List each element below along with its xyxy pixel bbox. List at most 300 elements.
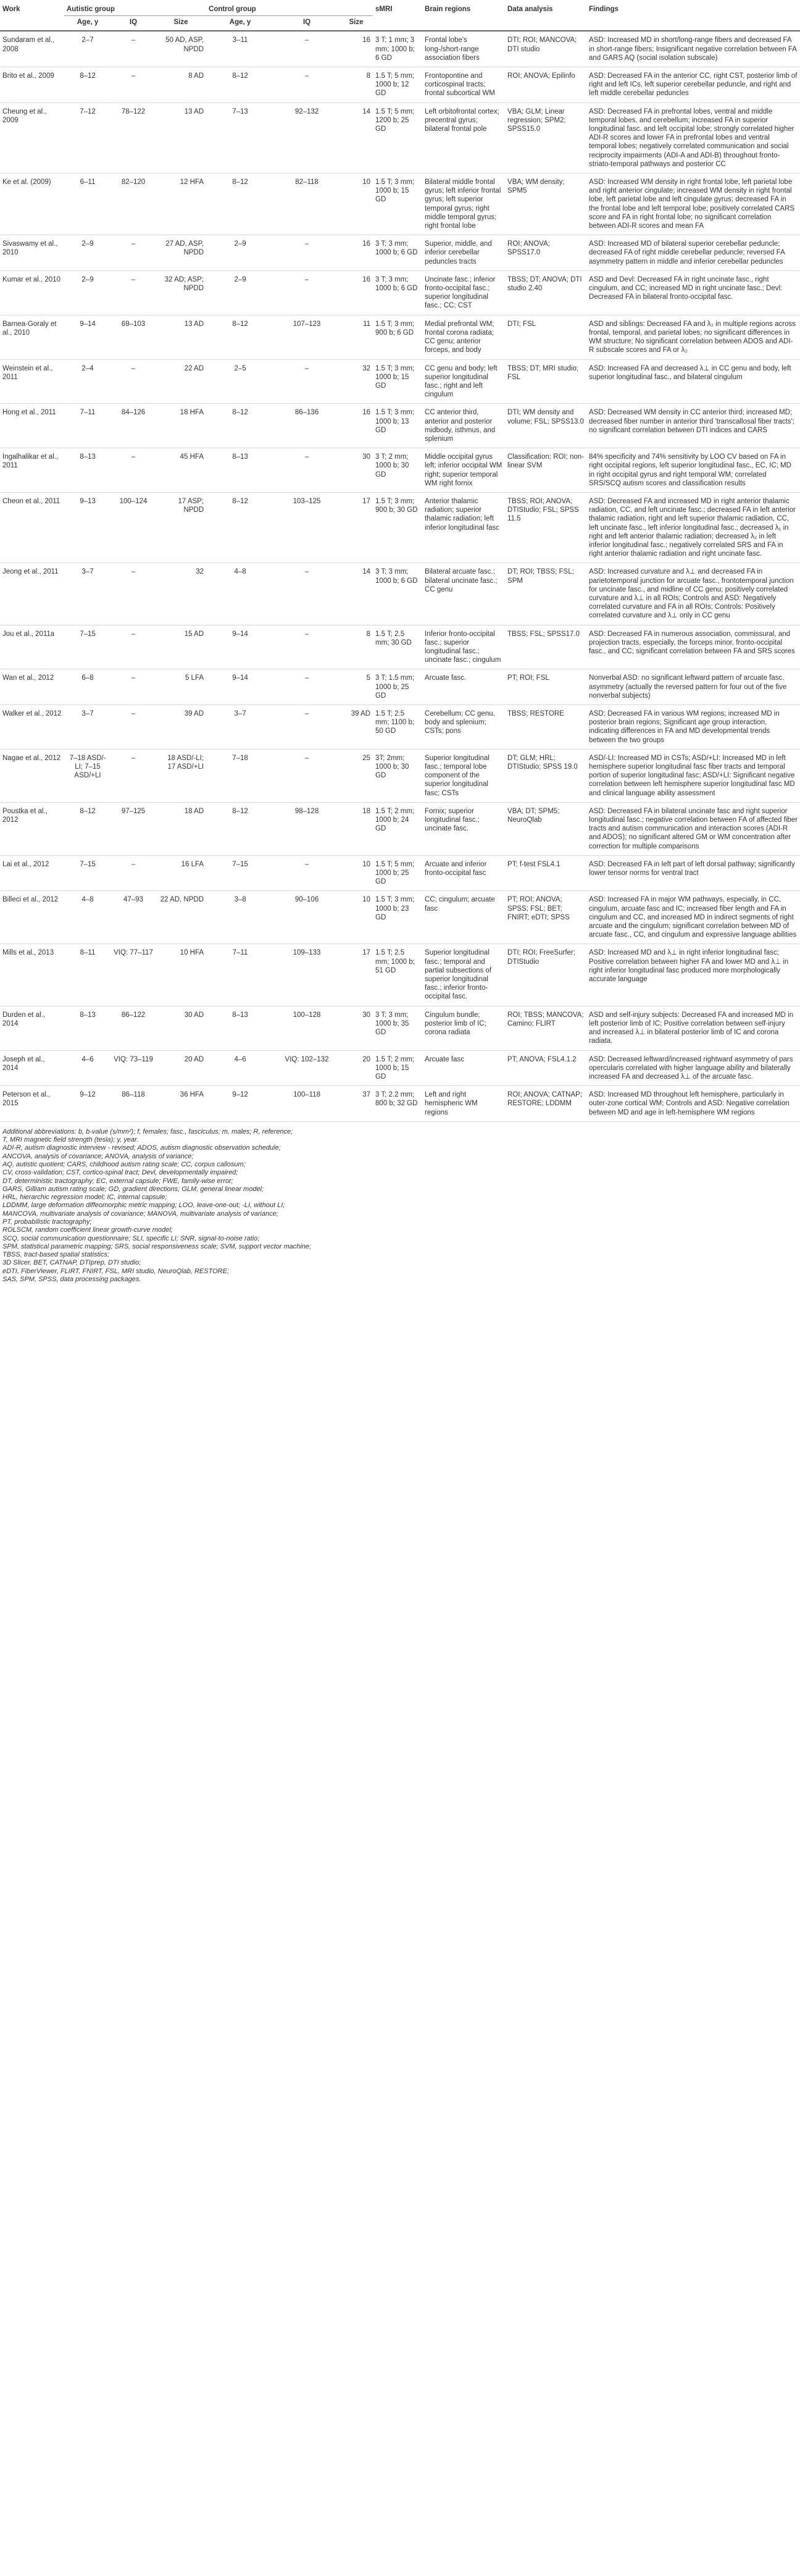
footnote-line: ROLSCM, random coefficient linear growth-curve model; <box>2 1226 173 1234</box>
cell-autistic-size: 32 AD; ASP; NPDD <box>164 275 204 293</box>
cell-control-iq: – <box>304 860 309 868</box>
cell-smri: 3 T; 1 mm; 3 mm; 1000 b; 6 GD <box>375 36 415 62</box>
cell-smri: 1.5 T; 2 mm; 1000 b; 24 GD <box>375 807 415 833</box>
cell-control-iq: VIQ: 102–132 <box>285 1055 329 1063</box>
header-work: Work <box>2 6 20 13</box>
cell-control-iq: 109–133 <box>293 949 321 957</box>
cell-smri: 1.5 T; 2.5 mm; 30 GD <box>375 630 412 646</box>
table-row <box>0 855 800 891</box>
cell-autistic-iq: – <box>131 754 136 762</box>
cell-brain-regions: Cerebellum; CC genu, body and splenium; CSTs; pons <box>425 710 495 735</box>
cell-autistic-iq: 78–122 <box>121 107 146 115</box>
cell-autistic-age: 9–14 <box>80 320 96 328</box>
cell-autistic-iq: – <box>131 674 136 682</box>
cell-control-age: 4–8 <box>234 568 246 576</box>
cell-autistic-size: 22 AD <box>184 364 204 372</box>
cell-control-size: 10 <box>362 860 371 868</box>
cell-control-age: 4–6 <box>234 1055 246 1063</box>
cell-data-analysis: DTI; FSL <box>507 320 536 328</box>
cell-findings: ASD: Decreased WM density in CC anterior third; increased MD; decreased fiber number in anterior third 'transcallosal fiber tracts'; no significant correlation between DTI indices and CARS <box>589 409 794 434</box>
footnote-line: AQ, autistic quotient; CARS, childhood autism rating scale; CC, corpus callosum; <box>2 1160 246 1168</box>
cell-control-age: 9–12 <box>232 1091 248 1099</box>
cell-findings: ASD: Increased MD of bilateral superior cerebellar peduncle; decreased FA of right middle cerebellar peduncle; reversed FA asymmetry pattern in middle and inferior cerebellar peduncles <box>589 240 785 266</box>
cell-brain-regions: Bilateral middle frontal gyrus; left inferior frontal gyrus; left superior temporal gyrus; right middle temporal gyrus; right frontal lobe <box>425 178 501 230</box>
cell-control-age: 8–12 <box>232 497 248 505</box>
cell-findings: ASD: Increased MD throughout left hemisphere, particularly in outer-zone cortical WM; Controls and ASD: Negative correlation between MD and age in left-hemisphere WM regions <box>589 1091 790 1116</box>
cell-autistic-size: 16 LFA <box>181 860 204 868</box>
cell-autistic-age: 7–18 ASD/-LI; 7–15 ASD/+LI <box>69 754 106 780</box>
footnote-line: ADI-R, autism diagnostic interview - revised; ADOS, autism diagnostic observation schedule; <box>2 1144 281 1152</box>
cell-work: Mills et al., 2013 <box>2 949 54 957</box>
cell-autistic-size: 5 LFA <box>185 674 204 682</box>
cell-autistic-age: 2–4 <box>81 364 94 372</box>
cell-data-analysis: DTI; ROI; MANCOVA; DTI studio <box>507 36 577 53</box>
cell-autistic-iq: – <box>131 453 136 461</box>
cell-autistic-age: 8–13 <box>80 453 96 461</box>
cell-work: Kumar et al., 2010 <box>2 275 60 283</box>
cell-smri: 3 T; 3 mm; 1000 b; 6 GD <box>375 240 418 257</box>
cell-control-iq: – <box>304 568 309 576</box>
cell-autistic-age: 2–7 <box>81 36 94 44</box>
cell-autistic-iq: – <box>131 860 136 868</box>
cell-control-size: 16 <box>362 275 371 283</box>
footnote-line: ANCOVA, analysis of covariance; ANOVA, analysis of variance; <box>2 1152 194 1160</box>
cell-control-iq: – <box>304 453 309 461</box>
footnote-line: TBSS, tract-based spatial statistics; <box>2 1251 110 1259</box>
cell-brain-regions: Superior, middle, and inferior cerebellar peduncles tracts <box>425 240 492 266</box>
table-row <box>0 174 800 235</box>
cell-autistic-age: 2–9 <box>81 275 94 283</box>
cell-findings: Nonverbal ASD: no significant leftward pattern of arcuate fasc. asymmetry (actually the reversed pattern for four out of the five nonverbal subjects) <box>589 674 787 700</box>
cell-work: Ingalhalikar et al., 2011 <box>2 453 59 470</box>
cell-control-size: 20 <box>362 1055 371 1063</box>
cell-work: Cheon et al., 2011 <box>2 497 60 505</box>
cell-control-iq: – <box>304 710 309 717</box>
cell-brain-regions: CC anterior third, anterior and posterior midbody, isthmus, and splenium <box>425 409 496 443</box>
cell-control-iq: 82–118 <box>295 178 319 186</box>
cell-data-analysis: DT; ROI; TBSS; FSL; SPM <box>507 568 574 585</box>
table-row <box>0 563 800 625</box>
cell-findings: ASD and siblings: Decreased FA and λ₂ in multiple regions across frontal, temporal, and parietal lobes; no significant differences in WM structure; No significant correlation between ADOS and ADI-R subscale scores and FA or λ₂ <box>589 320 796 354</box>
cell-autistic-age: 7–15 <box>80 630 96 638</box>
cell-control-size: 17 <box>362 497 371 505</box>
table-row <box>0 270 800 315</box>
cell-control-size: 25 <box>362 754 371 762</box>
cell-brain-regions: Cingulum bundle; posterior limb of IC; corona radiata <box>425 1011 486 1037</box>
cell-findings: ASD: Increased MD and λ⊥ in right inferior longitudinal fasc; Positive correlation between higher FA and lower MD and λ⊥ in right inferior longitudinal fasc produced more morphologically accurate language <box>589 949 789 984</box>
cell-autistic-size: 18 AD <box>184 807 204 815</box>
table-row <box>0 235 800 271</box>
cell-brain-regions: Middle occipital gyrus left; inferior occipital WM right; superior temporal WM right fornix <box>425 453 502 487</box>
cell-autistic-size: 22 AD, NPDD <box>160 896 204 904</box>
cell-smri: 3 T; 3 mm; 1000 b; 6 GD <box>375 568 418 585</box>
cell-brain-regions: Arcuate and inferior fronto-occipital fasc <box>425 860 487 877</box>
cell-autistic-size: 18 ASD/-LI; 17 ASD/+LI <box>167 754 204 771</box>
cell-brain-regions: Superior longitudinal fasc.; temporal and partial subsections of superior longitudinal fasc.; inferior fronto-occipital fasc. <box>425 949 492 1001</box>
cell-control-size: 10 <box>362 896 371 904</box>
footnote-line: DT, deterministic tractography; EC, external capsule; FWE, family-wise error; <box>2 1177 233 1185</box>
cell-work: Peterson et al., 2015 <box>2 1091 51 1108</box>
header-brain-regions: Brain regions <box>425 6 471 13</box>
header-iq: IQ <box>111 16 156 31</box>
cell-work: Weinstein et al., 2011 <box>2 364 53 381</box>
cell-autistic-iq: VIQ: 73–119 <box>114 1055 153 1063</box>
footnote-line: CV, cross-validation; CST, cortico-spinal tract; Devl, developmentally impaired; <box>2 1169 238 1177</box>
cell-control-size: 30 <box>362 453 371 461</box>
cell-autistic-iq: 47–93 <box>123 896 143 904</box>
cell-autistic-age: 6–11 <box>80 178 96 186</box>
cell-control-iq: 92–132 <box>294 107 319 115</box>
cell-smri: 1.5 T; 2.5 mm; 1100 b; 50 GD <box>375 710 415 735</box>
header-autistic-group: Autistic group <box>64 0 206 16</box>
cell-findings: ASD and Devl: Decreased FA in right uncinate fasc., right cingulum, and CC; increased MD in right uncinate fasc.; Devl: Decreased FA in bilateral fronto-occipital fasc. <box>589 275 783 301</box>
cell-brain-regions: Inferior fronto-occipital fasc.; superior longitudinal fasc.; uncinate fasc.; cingulum <box>425 630 501 664</box>
header-iq-control: IQ <box>274 16 340 31</box>
table-sheet <box>0 0 800 1284</box>
table-row <box>0 944 800 1006</box>
footnote-line: PT, probabilistic tractography; <box>2 1218 92 1226</box>
cell-autistic-iq: – <box>131 275 136 283</box>
cell-autistic-size: 27 AD, ASP, NPDD <box>165 240 204 257</box>
cell-findings: ASD: Decreased FA in the anterior CC, right CST, posterior limb of right and left ICs, left superior cerebellar peduncle, and right and left middle cerebellar peduncles <box>589 72 798 98</box>
header-row-groups <box>0 0 800 16</box>
header-size-control: Size <box>340 16 373 31</box>
cell-autistic-age: 7–15 <box>80 860 96 868</box>
cell-smri: 3 T; 2.2 mm; 800 b; 32 GD <box>375 1091 418 1108</box>
cell-brain-regions: Arcuate fasc. <box>425 674 467 682</box>
cell-autistic-age: 8–12 <box>80 72 96 80</box>
header-row-columns <box>0 16 800 31</box>
cell-brain-regions: Medial prefrontal WM; frontal corona radiata; CC genu; anterior forceps, and body <box>425 320 494 354</box>
header-findings: Findings <box>589 6 619 13</box>
cell-work: Nagae et al., 2012 <box>2 754 60 762</box>
cell-autistic-size: 45 HFA <box>180 453 204 461</box>
cell-work: Sundaram et al., 2008 <box>2 36 55 53</box>
cell-work: Joseph et al., 2014 <box>2 1055 45 1072</box>
cell-control-age: 3–7 <box>234 710 246 717</box>
cell-work: Billeci et al., 2012 <box>2 896 59 904</box>
header-smri: sMRI <box>375 6 393 13</box>
cell-autistic-iq: 100–124 <box>119 497 148 505</box>
cell-work: Wan et al., 2012 <box>2 674 54 682</box>
table-row <box>0 625 800 669</box>
cell-control-age: 8–12 <box>232 178 248 186</box>
cell-data-analysis: ROI; ANOVA; SPSS17.0 <box>507 240 550 257</box>
cell-control-age: 8–12 <box>232 72 248 80</box>
table-row <box>0 802 800 855</box>
cell-autistic-iq: – <box>131 72 136 80</box>
cell-findings: ASD: Decreased FA in various WM regions; increased MD in posterior brain regions; Significant age group interaction, indicating differences in FA and MD developmental trends between the two groups <box>589 710 780 744</box>
cell-smri: 1.5 T; 3 mm; 1000 b; 13 GD <box>375 409 415 434</box>
cell-data-analysis: VBA; WM density; SPM5 <box>507 178 565 195</box>
cell-control-iq: 103–125 <box>293 497 321 505</box>
table-row <box>0 705 800 750</box>
table-footnotes <box>0 1122 449 1284</box>
studies-table <box>0 0 800 1122</box>
cell-control-size: 37 <box>362 1091 371 1099</box>
cell-brain-regions: Left orbitofrontal cortex; precentral gyrus; bilateral frontal pole <box>425 107 499 133</box>
cell-autistic-iq: – <box>131 36 136 44</box>
cell-brain-regions: Anterior thalamic radiation; superior thalamic radiation; left inferior longitudinal fasc <box>425 497 499 532</box>
cell-data-analysis: VBA; GLM; Linear regression; SPM2; SPSS15.0 <box>507 107 566 133</box>
cell-smri: 1.5 T; 3 mm; 900 b; 30 GD <box>375 497 418 514</box>
cell-data-analysis: VBA; DT; SPM5; NeuroQlab <box>507 807 560 824</box>
cell-findings: ASD: Increased FA and decreased λ⊥ in CC genu and body, left superior longitudinal fasc., and bilateral cingulum <box>589 364 791 381</box>
header-age: Age, y <box>64 16 111 31</box>
footnote-line: LDDMM, large deformation diffeomorphic metric mapping; LOO, leave-one-out; -LI, without LI; <box>2 1202 285 1210</box>
table-row <box>0 492 800 562</box>
cell-work: Durden et al., 2014 <box>2 1011 46 1027</box>
cell-brain-regions: Uncinate fasc.; inferior fronto-occipital fasc.; superior longitudinal fasc.; CC; CST <box>425 275 496 310</box>
cell-autistic-iq: 84–126 <box>121 409 146 417</box>
cell-control-size: 16 <box>362 36 371 44</box>
cell-autistic-size: 32 <box>196 568 204 576</box>
cell-autistic-size: 13 AD <box>184 107 204 115</box>
cell-autistic-age: 7–11 <box>80 409 96 417</box>
cell-work: Cheung et al., 2009 <box>2 107 47 124</box>
cell-autistic-size: 13 AD <box>184 320 204 328</box>
cell-autistic-iq: 69–103 <box>121 320 146 328</box>
cell-data-analysis: DTI; WM density and volume; FSL; SPSS13.0 <box>507 409 585 425</box>
cell-autistic-size: 17 ASP; NPDD <box>178 497 204 514</box>
cell-control-iq: – <box>304 364 309 372</box>
cell-autistic-age: 4–6 <box>81 1055 94 1063</box>
cell-smri: 3 T; 2 mm; 1000 b; 30 GD <box>375 453 409 479</box>
cell-smri: 3 T; 1.5 mm; 1000 b; 25 GD <box>375 674 415 700</box>
cell-findings: ASD: Decreased FA in left part of left dorsal pathway; significantly lower tensor norms for ventral tract <box>589 860 795 877</box>
cell-autistic-age: 8–13 <box>80 1011 96 1019</box>
cell-brain-regions: Left and right hemispheric WM regions <box>425 1091 478 1116</box>
cell-findings: ASD: Increased curvature and λ⊥ and decreased FA in parietotemporal junction for arcuate fasc., frontotemporal junction for uncinate fasc., and midline of CC genu; positively correlated curvature and λ⊥ in all ROIs; Controls and ASD: Negatively correlated curvature and FA in all ROIs; Controls: Positively correlated curvature and λ⊥ only in CC genu <box>589 568 794 620</box>
footnote-line: T, MRI magnetic field strength (tesla); y, year. <box>2 1136 139 1144</box>
cell-brain-regions: CC; cingulum; arcuate fasc <box>425 896 495 913</box>
cell-control-iq: 100–118 <box>293 1091 320 1099</box>
cell-findings: ASD/-LI: Increased MD in CSTs; ASD/+LI: Increased MD in left hemisphere superior longitudinal fasc fiber tracts and temporal portion of superior longitudinal fasc; ASD/+LI: Significant negative correlation between left hemisphere superior longitudinal fasc MD and clinical language ability assessment <box>589 754 795 797</box>
table-row <box>0 1050 800 1086</box>
cell-smri: 3 T; 3 mm; 1000 b; 35 GD <box>375 1011 409 1037</box>
cell-control-age: 3–11 <box>232 36 248 44</box>
cell-data-analysis: ROI; ANOVA; CATNAP; RESTORE; LDDMM <box>507 1091 583 1108</box>
cell-data-analysis: TBSS; FSL; SPSS17.0 <box>507 630 580 638</box>
cell-control-age: 7–13 <box>232 107 248 115</box>
cell-control-size: 39 AD <box>351 710 371 717</box>
cell-control-age: 8–13 <box>232 1011 248 1019</box>
cell-data-analysis: ROI; TBSS; MANCOVA; Camino; FLIRT <box>507 1011 584 1027</box>
cell-work: Lai et al., 2012 <box>2 860 49 868</box>
cell-control-size: 14 <box>362 568 371 576</box>
cell-control-size: 30 <box>362 1011 371 1019</box>
table-row <box>0 31 800 67</box>
footnote-line: HRL, hierarchic regression model; IC, internal capsule; <box>2 1194 167 1202</box>
cell-brain-regions: Fornix; superior longitudinal fasc.; uncinate fasc. <box>425 807 480 833</box>
cell-smri: 3T; 2mm; 1000 b; 30 GD <box>375 754 409 780</box>
cell-smri: 1.5 T; 3 mm; 1000 b; 23 GD <box>375 896 415 921</box>
cell-data-analysis: PT; ANOVA; FSL4.1.2 <box>507 1055 577 1063</box>
cell-control-size: 16 <box>362 240 371 248</box>
cell-autistic-age: 8–11 <box>80 949 96 957</box>
cell-data-analysis: TBSS; ROI; ANOVA; DTIStudio; FSL; SPSS 11.5 <box>507 497 579 523</box>
cell-control-iq: – <box>304 72 309 80</box>
cell-control-iq: 100–128 <box>293 1011 321 1019</box>
cell-brain-regions: Frontal lobe's long-/short-range association fibers <box>425 36 480 62</box>
cell-findings: 84% specificity and 74% sensitivity by LOO CV based on FA in right occipital regions, left superior longitudinal fasc., EC, IC; MD in right occipital gyrus and right temporal WM; correlated SRS/SCQ autism scores and classification results <box>589 453 791 487</box>
cell-data-analysis: Classification; ROI; non-linear SVM <box>507 453 585 470</box>
cell-findings: ASD: Increased FA in major WM pathways, especially, in CC, cingulum, arcuate fasc and IC; increased fiber length and FA in cingulum and CC, and increased MD in indirect segments of right arcuate and the cingulum; significant correlation between MD of arcuate fasc., CC, and cingulum and expressive language abilities <box>589 896 797 939</box>
cell-work: Brito et al., 2009 <box>2 72 54 80</box>
cell-control-age: 7–11 <box>232 949 248 957</box>
table-row <box>0 669 800 705</box>
cell-autistic-iq: – <box>131 364 136 372</box>
table-row <box>0 404 800 448</box>
header-control-group: Control group <box>206 0 373 16</box>
cell-brain-regions: Arcuate fasc <box>425 1055 464 1063</box>
cell-control-iq: – <box>304 754 309 762</box>
cell-autistic-age: 2–9 <box>81 240 94 248</box>
cell-findings: ASD: Decreased FA in prefrontal lobes, ventral and middle temporal lobes, and cerebellum; increased FA in superior longitudinal fasc. and left occipital lobe; strongly correlated higher ADI-R scores and lower FA in prefrontal lobes and ventral temporal lobes; negatively correlated communication and social reciprocity impairments (ADI-A and ADI-B) throughout fronto-striato-temporal pathways and posterior CC <box>589 107 794 168</box>
cell-control-iq: 90–106 <box>294 896 319 904</box>
cell-autistic-age: 3–7 <box>81 710 94 717</box>
cell-work: Barnea-Goraly et al., 2010 <box>2 320 57 337</box>
cell-smri: 1.5 T; 3 mm; 1000 b; 15 GD <box>375 364 415 390</box>
cell-autistic-size: 39 AD <box>184 710 204 717</box>
table-row <box>0 448 800 493</box>
cell-autistic-iq: – <box>131 568 136 576</box>
cell-control-iq: – <box>304 36 309 44</box>
cell-findings: ASD and self-injury subjects: Decreased FA and increased MD in left posterior limb of IC; Positive correlation between self-injury and increased λ⊥ in bilateral posterior limb of IC and corona radiata. <box>589 1011 794 1045</box>
cell-control-size: 10 <box>362 178 371 186</box>
cell-smri: 1.5 T; 5 mm; 1200 b; 25 GD <box>375 107 415 133</box>
cell-autistic-iq: 82–120 <box>121 178 146 186</box>
cell-control-size: 11 <box>363 320 371 328</box>
cell-control-iq: – <box>304 630 309 638</box>
cell-control-iq: – <box>304 240 309 248</box>
footnote-line: MANCOVA, multivariate analysis of covariance; MANOVA, multivariate analysis of variance; <box>2 1210 278 1218</box>
cell-control-age: 2–9 <box>234 240 246 248</box>
cell-work: Walker et al., 2012 <box>2 710 62 717</box>
cell-autistic-size: 15 AD <box>184 630 204 638</box>
cell-findings: ASD: Decreased FA and increased MD in right anterior thalamic radiation, CC, and left uncinate fasc.; decreased FA in left anterior thalamic radiation, right and left superior thalamic radiation, CC, left uncinate fasc., left inferior longitudinal fasc.; decreased λ₁ in right and left anterior thalamic radiation; decreased λ₂ in left inferior longitudinal fasc.; negatively correlated SRS and FA in right anterior thalamic radiation and right uncinate fasc. <box>589 497 796 558</box>
table-row <box>0 359 800 404</box>
cell-autistic-iq: – <box>131 630 136 638</box>
cell-control-size: 8 <box>366 72 371 80</box>
cell-autistic-iq: VIQ: 77–117 <box>114 949 153 957</box>
footnote-line: eDTI, FiberViewer, FLIRT, FNIRT, FSL, MRI studio, NeuroQlab, RESTORE; <box>2 1267 229 1275</box>
cell-control-size: 14 <box>362 107 371 115</box>
cell-control-size: 16 <box>362 409 371 417</box>
cell-control-age: 8–13 <box>232 453 248 461</box>
cell-work: Jeong et al., 2011 <box>2 568 59 576</box>
footnote-line: GARS, Gilliam autism rating scale; GD, gradient directions; GLM, general linear model; <box>2 1185 264 1193</box>
table-row <box>0 102 800 173</box>
cell-autistic-age: 6–8 <box>81 674 94 682</box>
table-row <box>0 1006 800 1050</box>
cell-data-analysis: DT; GLM; HRL; DTIStudio; SPSS 19.0 <box>507 754 578 771</box>
cell-work: Poustka et al., 2012 <box>2 807 48 824</box>
cell-autistic-size: 36 HFA <box>180 1091 204 1099</box>
cell-control-iq: 107–123 <box>293 320 321 328</box>
cell-autistic-size: 8 AD <box>188 72 204 80</box>
cell-autistic-iq: 97–125 <box>121 807 146 815</box>
cell-control-size: 8 <box>366 630 371 638</box>
cell-smri: 1.5 T; 3 mm; 900 b; 6 GD <box>375 320 415 337</box>
cell-control-size: 32 <box>362 364 371 372</box>
cell-control-age: 8–12 <box>232 320 248 328</box>
cell-data-analysis: ROI; ANOVA; Epilinfo <box>507 72 575 80</box>
footnote-line: SCQ, social communication questionnaire; SLI, specific LI; SNR, signal-to-noise ratio; <box>2 1234 260 1242</box>
cell-work: Hong et al., 2011 <box>2 409 56 417</box>
cell-findings: ASD: Decreased FA in numerous association, commissural, and projection tracts, especially, the forceps minor, fronto-occipital fasc., and CC; significant correlation between FA and SRS scores <box>589 630 795 655</box>
cell-autistic-size: 18 HFA <box>180 409 204 417</box>
cell-data-analysis: PT; f-test FSL4.1 <box>507 860 560 868</box>
cell-brain-regions: Frontopontine and corticospinal tracts; frontal subcortical WM <box>425 72 495 98</box>
cell-control-age: 2–9 <box>234 275 246 283</box>
table-row <box>0 1086 800 1122</box>
cell-brain-regions: Superior longitudinal fasc.; temporal lobe component of the superior longitudinal fasc; CSTs <box>425 754 490 797</box>
cell-control-age: 9–14 <box>232 630 248 638</box>
cell-smri: 1.5 T; 5 mm; 1000 b; 25 GD <box>375 860 415 886</box>
footnote-line: 3D Slicer, BET, CATNAP, DTIprep, DTI studio; <box>2 1259 141 1267</box>
cell-autistic-age: 3–7 <box>81 568 94 576</box>
table-row <box>0 67 800 103</box>
cell-autistic-size: 10 HFA <box>180 949 204 957</box>
cell-control-age: 2–5 <box>234 364 246 372</box>
cell-data-analysis: TBSS; RESTORE <box>507 710 564 717</box>
cell-smri: 1.5 T; 5 mm; 1000 b; 12 GD <box>375 72 415 98</box>
cell-control-size: 5 <box>366 674 371 682</box>
footnote-line: SPM, statistical parametric mapping; SRS, social responsiveness scale; SVM, support vector machine; <box>2 1242 312 1250</box>
cell-findings: ASD: Decreased FA in bilateral uncinate fasc and right superior longitudinal fasc.; negative correlation between FA of affected fiber tracts and autism communication and interaction scores (ADI-R and ADOS); no significant altered GM or WM concentration after correction for multiple comparisons <box>589 807 798 850</box>
cell-autistic-iq: 86–122 <box>121 1011 146 1019</box>
cell-brain-regions: Bilateral arcuate fasc.; bilateral uncinate fasc.; CC genu <box>425 568 498 593</box>
cell-autistic-iq: – <box>131 240 136 248</box>
cell-control-iq: – <box>304 275 309 283</box>
cell-autistic-size: 20 AD <box>184 1055 204 1063</box>
table-row <box>0 749 800 802</box>
table-row <box>0 315 800 359</box>
cell-data-analysis: PT; ROI; ANOVA; SPSS; FSL; BET; FNIRT; eDTI; SPSS <box>507 896 570 921</box>
cell-autistic-size: 50 AD, ASP, NPDD <box>165 36 204 53</box>
footnote-line: SAS, SPM, SPSS, data processing packages. <box>2 1276 141 1284</box>
cell-control-iq: – <box>304 674 309 682</box>
table-row <box>0 891 800 944</box>
cell-findings: ASD: Increased WM density in right frontal lobe, left parietal lobe and right anterior cingulate; increased WM density in right frontal lobe, left parietal lobe and left cingulate gyrus; decreased FA in the frontal lobe and left temporal lobe; positively correlated CARS score and FA in right frontal lobe; no significant correlation between ADI-R scores and mean FA <box>589 178 795 230</box>
cell-brain-regions: CC genu and body; left superior longitudinal fasc.; right and left cingulum <box>425 364 498 399</box>
cell-control-iq: 98–128 <box>294 807 319 815</box>
header-data-analysis: Data analysis <box>507 6 553 13</box>
cell-control-age: 9–14 <box>232 674 248 682</box>
cell-work: Jou et al., 2011a <box>2 630 55 638</box>
cell-control-size: 18 <box>362 807 371 815</box>
cell-smri: 1.5 T; 2.5 mm; 1000 b; 51 GD <box>375 949 415 974</box>
cell-autistic-iq: 86–118 <box>122 1091 145 1099</box>
cell-control-age: 8–12 <box>232 409 248 417</box>
cell-control-age: 7–18 <box>232 754 248 762</box>
cell-findings: ASD: Decreased leftward/increased rightward asymmetry of pars opercularis correlated with higher language ability and bilaterally increased FA and decreased λ⊥ of the arcuate fasc. <box>589 1055 793 1081</box>
table-body <box>0 31 800 1121</box>
cell-autistic-size: 12 HFA <box>180 178 204 186</box>
header-age-control: Age, y <box>206 16 274 31</box>
cell-work: Ke et al. (2009) <box>2 178 51 186</box>
cell-data-analysis: DTI; ROI; FreeSurfer; DTIStudio <box>507 949 575 966</box>
cell-autistic-age: 9–12 <box>80 1091 96 1099</box>
cell-control-iq: 86–136 <box>294 409 319 417</box>
cell-autistic-age: 4–8 <box>81 896 94 904</box>
cell-autistic-size: 30 AD <box>184 1011 204 1019</box>
cell-smri: 1.5 T; 3 mm; 1000 b; 15 GD <box>375 178 415 204</box>
cell-control-age: 7–15 <box>232 860 248 868</box>
header-size: Size <box>156 16 206 31</box>
cell-smri: 1.5 T; 2 mm; 1000 b; 15 GD <box>375 1055 415 1081</box>
